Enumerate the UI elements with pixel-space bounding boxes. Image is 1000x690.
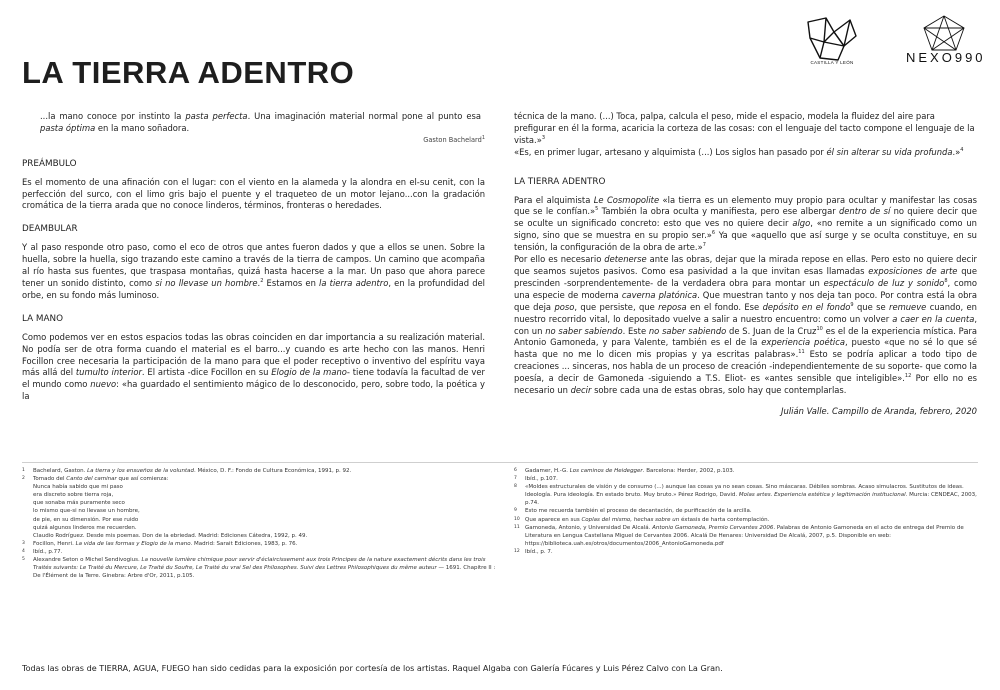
text-italic: no saber sabiendo: [648, 325, 727, 336]
footnote-ref: 4: [960, 146, 964, 153]
text-italic: La nouvelle lumière chimique pour servir d'éclaircissement aux trois Principes de la nature exactement décrits dans les trois Traités suivants: Le Traité du Mercure, Le Traité du Soufre, Le Traité du vrai Sel des Philosophes. Suivi des Lettres Philosophiques du même auteur: [33, 557, 486, 572]
text-span: Como podemos ver en estos espacios todas las obras coinciden en dar importancia a su realización material. No podía ser de otra forma cuando el material es el barro...y cuando es arte hecho con las manos. Henri Focillon cree necesaria la participación de la mano para que el poder receptivo o inventivo del espíritu vaya más allá del: [22, 331, 485, 378]
text-italic: no saber sabiendo: [545, 325, 623, 336]
text-italic: experiencia poética: [761, 337, 845, 348]
text-italic: Los caminos de Heidegger: [569, 468, 643, 474]
paragraph-quote: [514, 147, 977, 159]
text-span: «Moldes estructurales de visión y de consumo (...) aunque las cosas ya no sean cosas. Sino máscaras. Débiles sombras. Acaso simulacros. Sustitutos de ideas. Ideología. Pura ideología. En estado bruto. Muy bruto.» Pérez Rodrigo, David.: [525, 484, 964, 499]
footnote-ref: 5: [595, 206, 599, 213]
footnote-number: 8: [514, 484, 517, 490]
text-span: . México, D. F.: Fondo de Cultura Económica, 1991, p. 92.: [193, 468, 352, 474]
footnote: [514, 507, 978, 515]
text-span: es el de la experiencia mística. Para Antonio Gamoneda, y para Valente, también es el de la: [514, 325, 978, 348]
footnote-number: 12: [514, 548, 520, 554]
footnote: [514, 548, 978, 556]
text-span: .: [257, 277, 261, 288]
text-span: - tiene todavía la facultad de ver el mundo como: [22, 367, 485, 390]
paragraph-deambular: [22, 242, 485, 302]
text-italic: Molas artes. Experiencia estética y legitimación institucional: [738, 492, 906, 499]
castilla-leon-logo: [804, 14, 860, 66]
text-italic: depósito en el fondo: [762, 301, 851, 312]
footnotes-right: [514, 467, 978, 556]
text-span: cuando, en nuestro recorrido vital, lo depositado vuelve a salir a nuestro encuentro: como un volver: [514, 301, 977, 324]
text-span: , que persiste, que: [574, 301, 659, 312]
text-span: Esto se podría aplicar a todo tipo de creaciones ... sinceras, nos habla de un proceso de creación -independientemente de su soporte- que como la poesía, a decir de Gamoneda -siguiendo a T.S. Eliot- es «antes sensible que inteligible».: [514, 349, 977, 384]
footnote-text: [33, 467, 502, 475]
section-heading-mano: LA MANO: [22, 313, 64, 324]
text-italic: la tierra adentro: [319, 277, 389, 288]
text-span: éxtasis de harta contemplación.: [679, 516, 770, 523]
left-column: [22, 111, 485, 407]
text-italic: decir: [570, 385, 592, 396]
text-span: . Una imaginación material normal pone al punto esa: [247, 111, 481, 121]
text-span: — 1691. Chapitre II : De l'Élément de la Terre. Ginebra: Arbre d'Or, 2011, p.105.: [33, 565, 496, 580]
text-span: Tomado del: [33, 476, 67, 483]
right-column: [514, 111, 977, 418]
text-span: , como una especie de moderna: [514, 277, 977, 300]
section-heading-preambulo: PREÁMBULO: [22, 158, 77, 169]
footnote: [22, 467, 502, 475]
text-italic: poso: [554, 301, 575, 312]
footnote-text: Ibíd., p.77.: [33, 548, 63, 555]
text-span: en la mano soñadora.: [95, 122, 190, 133]
text-span: . Murcia: CENDEAC, 2003, p.74.: [525, 492, 977, 507]
castilla-leon-logo-text: CASTILLA Y LEÓN: [810, 60, 854, 65]
footnote-text: [33, 475, 502, 483]
text-span: Focillon, Henri.: [33, 540, 76, 547]
footnote: [22, 548, 502, 556]
text-span: Bachelard, Gaston.: [33, 468, 88, 474]
text-span: . Que muestran tanto y nos deja tan poco. Por contra está la obra que deja: [514, 289, 977, 312]
text-span: . Barcelona: Herder, 2002, p.103.: [642, 468, 735, 474]
footnote: [514, 475, 978, 483]
footnote-text: [33, 540, 502, 548]
footnote-number: 5: [22, 557, 25, 563]
text-span: Gadamer, H.-G.: [525, 468, 570, 474]
footnote-text: [525, 516, 978, 524]
text-span: , «no remite a un significado como un signo, sino que se muestra en su propio ser.»: [514, 218, 977, 241]
footnotes-left: [22, 467, 502, 580]
footnote: [22, 475, 502, 483]
text-italic: reposa: [658, 301, 687, 312]
footnote-ref: 3: [541, 135, 546, 142]
paragraph-tierra-1: [514, 195, 977, 255]
footer-credits: Todas las obras de TIERRA, AGUA, FUEGO han sido cedidas para la exposición por cortesía de los artistas. Raquel Algaba con Galería Fúcares y Luis Pérez Calvo con La Gran.: [22, 663, 723, 673]
footnote-ref: 11: [798, 349, 805, 356]
footnote-text: Esto me recuerda también el proceso de decantación, de purificación de la arcilla.: [525, 508, 752, 515]
footnote-text: [525, 483, 978, 507]
footnote-number: 3: [22, 540, 25, 546]
paragraph-preambulo: Es el momento de una afinación con el lugar: con el viento en la alameda y la alondra en el-su cenit, con la perfección del surco, con el limo gris bajo el puente y el traqueteo de un motor lejano...con la gradación cromática de la tierra arada que no conoce linderos, términos, fronteras o heredades.: [22, 176, 485, 211]
section-heading-tierra: LA TIERRA ADENTRO: [514, 176, 606, 187]
paragraph-mano: [22, 332, 485, 403]
footnote-ref: 8: [944, 278, 948, 285]
text-span: , con un: [514, 313, 977, 336]
paragraph-tierra-2: [514, 254, 977, 397]
footnote-ref: 12: [904, 373, 912, 380]
footnote-text: Ibíd., p. 7.: [525, 548, 553, 555]
text-span: , puesto «que no sé lo que sé hasta que no me lo dicen mis propias y ya escritas palabras».: [514, 337, 977, 360]
footnote-ref: 6: [711, 230, 716, 237]
text-italic: exposiciones de arte: [868, 265, 958, 276]
text-span: Por ello no es necesario un: [514, 373, 977, 396]
footnote-number: 6: [514, 468, 517, 473]
text-span: no quiere decir que se oculte un significado concreto: esto que ves no quiere decir: [514, 206, 978, 229]
text-span: : «ha guardado el sentimiento mágico de lo desconocido, pero, sobre todo, la poética y la: [22, 379, 485, 402]
text-italic: dentro de sí: [838, 206, 891, 217]
poem-line: Nunca había sabido que mi paso: [33, 484, 123, 491]
footnote-text: [525, 524, 978, 548]
text-italic: Le Cosmopolite: [593, 194, 660, 205]
footnote-number: 7: [514, 476, 517, 482]
footnote-text: [33, 556, 502, 580]
text-span: «la tierra es un elemento muy propio para ocultar y manifestar las cosas que se le confían.»: [514, 194, 977, 217]
text-span: . Este: [622, 325, 649, 336]
text-span: , en la profundidad del orbe, en su fondo más luminoso.: [22, 277, 486, 300]
text-italic: Antonio Gamoneda, Premio Cervantes 2006: [652, 524, 774, 531]
text-italic: detenerse: [604, 254, 647, 265]
text-span: en el fondo. Ese: [686, 301, 763, 312]
text-span: . Madrid: Sarait Ediciones, 1983, p. 76.: [190, 540, 298, 547]
footnote: [514, 483, 978, 507]
text-span: Ya que «aquello que así surge y se oculta constituye, en su tensión, la configuración de la obra de arte.»: [514, 230, 977, 253]
text-span: de S. Juan de la Cruz: [726, 325, 817, 336]
footnote: [22, 556, 502, 580]
text-span: . Palabras de Antonio Gamoneda en el acto de entrega del Premio de Literatura en Lengua Castellana Miguel de Cervantes 2006. Alcalá De Henares: Universidad De Alcalá, 2007, p.5. Disponible en web: https://biblioteca.uah.es/otros/documentos/2006_AntonioGamoneda.pdf: [525, 524, 964, 547]
text-italic: Elogio de la mano: [271, 367, 347, 378]
footnote-number: 9: [514, 508, 517, 514]
signature: Julián Valle. Campillo de Aranda, febrero, 2020: [781, 405, 977, 416]
text-span: que se: [853, 301, 889, 312]
text-span: Que aparece en sus: [525, 516, 582, 523]
text-italic: nuevo: [90, 379, 117, 390]
text-italic: remueve: [889, 301, 927, 312]
text-span: «Es, en primer lugar, artesano y alquimista (...) Los siglos han pasado por: [514, 146, 827, 157]
epigraph-attribution: [22, 135, 485, 147]
text-italic: espectáculo de luz y sonido: [823, 277, 945, 288]
footnote: [514, 524, 978, 548]
footnote-ref: 1: [481, 134, 485, 141]
footnote-text: Ibíd., p.107.: [525, 476, 558, 483]
poem-line: lo mismo que-si no llevase un hombre,: [33, 508, 140, 515]
footnote-number: 4: [22, 548, 25, 554]
text-span: También la obra oculta y manifiesta, pero ese albergar: [598, 206, 839, 217]
text-italic: La vida de las formas y Elogio de la mano: [75, 540, 191, 547]
text-span: Alexandre Seton o Michel Sendivogius.: [33, 557, 142, 564]
epigraph: [22, 111, 481, 135]
text-italic: caverna platónica: [621, 289, 698, 300]
text-italic: Coplas del mismo, hechas sobre un: [581, 516, 680, 523]
text-italic: La tierra y los ensueños de la voluntad: [87, 468, 194, 474]
divider: [22, 462, 978, 463]
footnote-number: 11: [514, 524, 520, 530]
text-italic: si no llevase un hombre: [155, 277, 258, 288]
poem-citation: Claudio Rodríguez. Desde mis poemas. Don de la ebriedad. Madrid: Ediciones Cátedra, 1992, p. 49.: [33, 532, 308, 539]
paragraph-continuation: [514, 111, 977, 147]
text-italic: Canto del caminar: [66, 476, 117, 483]
text-span: Para el alquimista: [514, 194, 594, 205]
text-italic: pasta óptima: [40, 122, 96, 133]
epigraph-author: Gaston Bachelard: [423, 135, 482, 144]
poem-line: era discreto sobre tierra roja,: [33, 492, 114, 499]
text-italic: tumulto interior: [75, 367, 142, 378]
nexo-logo: [922, 14, 966, 52]
footnote-ref: 9: [850, 301, 854, 308]
text-span: que prescinden -sorprendentemente- de la verdadera obra para montar un: [514, 265, 977, 288]
text-span: .»: [952, 146, 961, 157]
footnote: [514, 467, 978, 475]
footnote: [22, 540, 502, 548]
text-span: Estamos en: [263, 277, 320, 288]
text-span: Gamoneda, Antonio, y Universidad De Alcalá.: [525, 524, 653, 531]
nexo-logo-text: NEXO990: [906, 50, 986, 65]
footnote-number: 2: [22, 476, 25, 482]
text-span: ante las obras, dejar que la mirada repose en ellas. Pero esto no quiere decir que seamos sujetos pasivos. Como esa pasividad a la que invitan esas llamadas: [514, 254, 977, 276]
footnote-ref: 7: [702, 242, 706, 249]
text-italic: pasta perfecta: [185, 111, 248, 121]
text-span: que así comienza:: [116, 476, 169, 483]
text-span: Por ello es necesario: [514, 254, 605, 265]
text-span: Y al paso responde otro paso, como el eco de otros que antes fueron dados y que a ellos se unen. Sobre la huella, sobre la huella, sigo trazando este camino a través de la tierra de campos. Un camino que acompaña al río hasta sus fuentes, que traspasa montañas, quizá hasta hacerse a la mar. Un paso que ahora parece tener un sonido distinto, como: [22, 242, 485, 288]
text-span: . El artista -dice Focillon en su: [141, 367, 272, 378]
footnote-number: 1: [22, 468, 25, 473]
poem-line: quizá algunos linderos me recuerden.: [33, 524, 137, 531]
footnote-number: 10: [514, 516, 520, 522]
text-span: técnica de la mano. (...) Toca, palpa, calcula el peso, mide el espacio, modela la fluidez del aire para prefigurar en él la forma, acaricia la corteza de las cosas: con el lenguaje del tacto compone el lenguaje de la vista.»: [514, 111, 975, 145]
poem-line: de pie, en su dimensión. Por ese ruido: [33, 516, 139, 523]
footnote: [514, 516, 978, 524]
text-italic: algo: [792, 218, 811, 229]
text-italic: él sin alterar su vida profunda: [826, 146, 953, 157]
text-span: ...la mano conoce por instinto la: [40, 111, 186, 121]
text-italic: a caer en la cuenta: [892, 313, 975, 324]
footnote-text: [525, 467, 978, 475]
page-title: LA TIERRA ADENTRO: [22, 55, 355, 90]
footnote-ref: 2: [260, 278, 264, 285]
poem-line: que sonaba más puramente seco: [33, 500, 125, 507]
section-heading-deambular: DEAMBULAR: [22, 224, 78, 235]
footnote-ref: 10: [816, 325, 823, 332]
text-span: sobre cada una de estas obras, solo hay que contemplarlas.: [591, 385, 847, 396]
